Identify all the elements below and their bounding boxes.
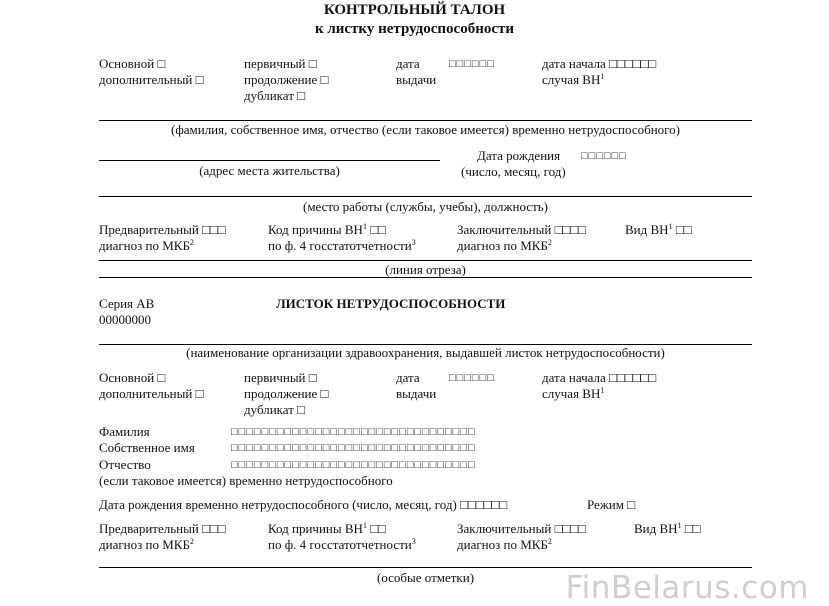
stub-prodolzhenie: продолжение □ [244,72,329,87]
sheet-vydachi-label: выдачи [396,386,437,401]
sheet-prelim-diag: Предварительный □□□ [99,521,226,536]
sheet-start-date: дата начала □□□□□□ [542,370,657,385]
stub-osnovnoy: Основной □ [99,56,166,71]
stub-dublikat: дубликат □ [244,88,306,103]
sheet-osnovnoy: Основной □ [99,370,166,385]
cut-line [99,277,752,278]
stub-pervichny: первичный □ [244,56,317,71]
sheet-final-diag-2: диагноз по МКБ$^2$ [457,537,552,552]
special-marks-line [99,567,752,568]
otchestvo-boxes: □□□□□□□□□□□□□□□□□□□□□□□□□□□□□□□□ [231,459,476,471]
sheet-prodolzhenie: продолжение □ [244,386,329,401]
stub-prelim-diag: Предварительный □□□ [99,222,226,237]
stub-dopolnitelny: дополнительный □ [99,72,204,87]
stub-birth-boxes: □□□□□□ [581,150,627,162]
stub-work-caption: (место работы (службы, учебы), должность) [302,199,549,214]
stub-work-line [99,196,752,197]
otchestvo-label: Отчество [99,457,151,472]
sheet-cause-code: Код причины $ВН^1$ □□ [268,521,386,536]
sheet-pervichny: первичный □ [244,370,317,385]
imya-label: Собственное имя [99,440,195,455]
sheet-birth-date: Дата рождения временно нетрудоспособного (число, месяц, год) □□□□□□ [99,497,508,512]
sheet-org-caption: (наименование организации здравоохранения, выдавшей листок нетрудоспособности) [186,345,665,360]
stub-case-label: случая $ВН^1$ [542,72,605,87]
stub-vid-vn: Вид $ВН^1$ □□ [625,222,692,237]
stub-vydachi-label: выдачи [396,72,437,87]
stub-start-date: дата начала □□□□□□ [542,56,657,71]
sheet-data-label: дата [396,370,420,385]
familiya-label: Фамилия [99,424,150,439]
sheet-cause-code-2: по ф. 4 госстатотчетности$^3$ [268,537,416,552]
sheet-series: Серия АВ [99,296,155,311]
sheet-vid-vn: Вид $ВН^1$ □□ [634,521,701,536]
stub-final-diag: Заключительный □□□□ [457,222,586,237]
stub-data-label: дата [396,56,420,71]
stub-title: КОНТРОЛЬНЫЙ ТАЛОН [323,2,506,18]
imya-boxes: □□□□□□□□□□□□□□□□□□□□□□□□□□□□□□□□ [231,442,476,454]
sheet-case-label: случая $ВН^1$ [542,386,605,401]
stub-cause-code-2: по ф. 4 госстатотчетности$^3$ [268,238,416,253]
sheet-prelim-diag-2: диагноз по МКБ$^2$ [99,537,194,552]
stub-issue-date-boxes: □□□□□□ [449,58,495,70]
stub-prelim-diag-2: диагноз по МКБ$^2$ [99,238,194,253]
sheet-dublikat: дубликат □ [244,402,306,417]
special-marks-caption: (особые отметки) [376,570,475,585]
sheet-number: 00000000 [99,312,151,327]
watermark: FinBelarus.com [565,570,809,606]
stub-birth-caption: (число, месяц, год) [461,164,566,179]
stub-address-line [99,160,440,161]
sheet-final-diag: Заключительный □□□□ [457,521,586,536]
familiya-boxes: □□□□□□□□□□□□□□□□□□□□□□□□□□□□□□□□ [231,426,476,438]
stub-subtitle: к листку нетрудоспособности [314,21,515,37]
sheet-dopolnitelny: дополнительный □ [99,386,204,401]
cut-line-caption: (линия отреза) [385,262,466,277]
stub-fio-line [99,120,752,121]
stub-birth-label: Дата рождения [477,148,561,163]
stub-address-caption: (адрес места жительства) [199,163,340,178]
stub-final-diag-2: диагноз по МКБ$^2$ [457,238,552,253]
stub-fio-caption: (фамилия, собственное имя, отчество (если таковое имеется) временно нетрудоспособного) [170,122,681,137]
sheet-issue-date-boxes: □□□□□□ [449,372,495,384]
sheet-title: ЛИСТОК НЕТРУДОСПОСОБНОСТИ [276,296,506,311]
stub-diag-line [99,260,752,261]
rezhim: Режим □ [587,497,636,512]
stub-cause-code: Код причины $ВН^1$ □□ [268,222,386,237]
otchestvo-note: (если таковое имеется) временно нетрудоспособного [99,473,393,488]
